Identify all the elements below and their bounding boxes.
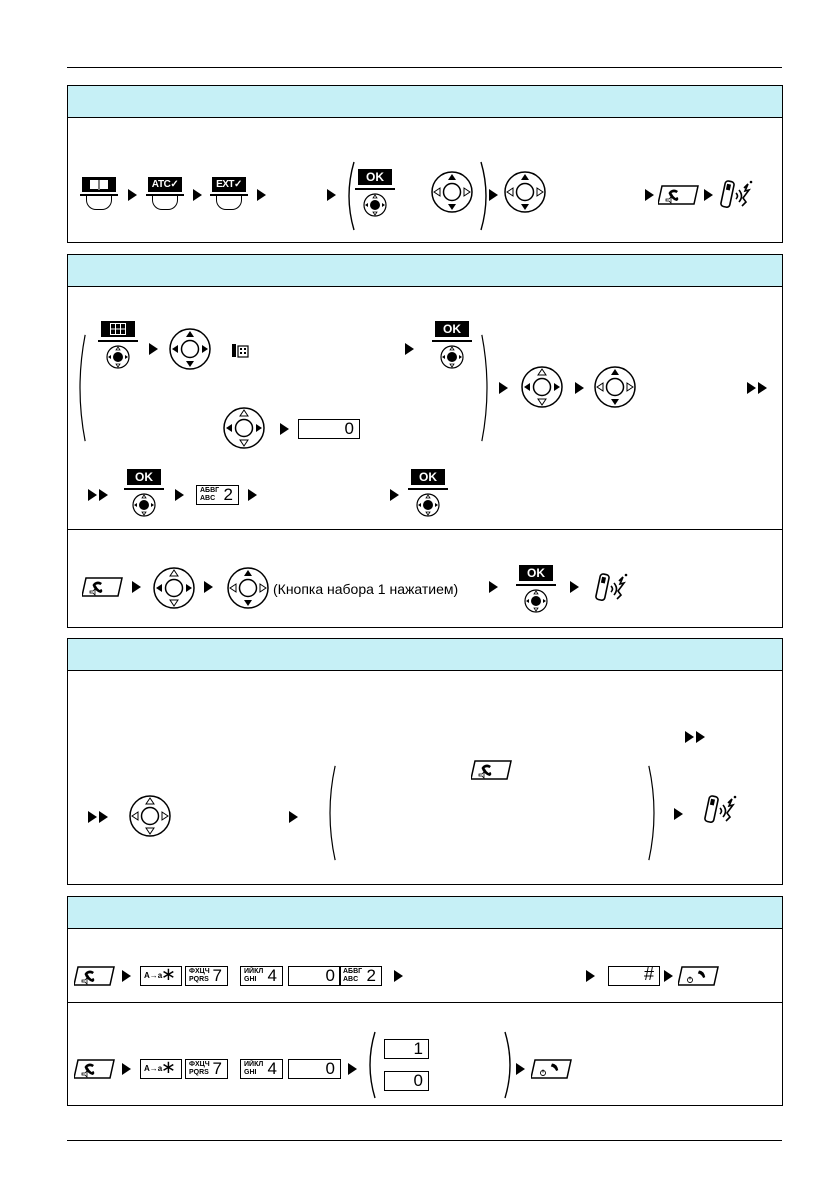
open-paren: [74, 325, 86, 451]
arrow: [122, 970, 131, 982]
key-7-label: 7: [212, 966, 222, 985]
key-7[interactable]: [185, 966, 228, 986]
key-0-label: 0: [413, 1071, 423, 1090]
arrow: [193, 189, 202, 201]
ok-label: OK: [411, 469, 445, 485]
pbx-book-label: АТС: [151, 179, 171, 190]
double-arrow: [685, 731, 694, 743]
key-0-label: 0: [325, 966, 335, 985]
key-7[interactable]: [185, 1059, 228, 1079]
key-2[interactable]: [196, 485, 239, 505]
key-4-label: 4: [267, 1059, 277, 1078]
talk-key-icon[interactable]: [82, 577, 123, 598]
key-1[interactable]: [384, 1039, 429, 1059]
key-0[interactable]: [298, 419, 360, 439]
double-arrow: [747, 382, 756, 394]
key-0[interactable]: [288, 1059, 341, 1079]
one-touch-dial-label: (Кнопка набора 1 нажатием): [273, 581, 459, 597]
double-arrow: [758, 382, 767, 394]
close-paren: [648, 757, 660, 869]
joystick-icon: [105, 343, 131, 371]
arrow: [257, 189, 266, 201]
ok-key[interactable]: [516, 565, 556, 615]
arrow: [499, 382, 508, 394]
ok-label: OK: [435, 321, 469, 337]
panel-header: [68, 897, 782, 929]
key-7-letters-ru: ФХЦЧ: [189, 1061, 210, 1068]
key-7-letters-en: PQRS: [189, 1069, 209, 1076]
joystick-icon: [415, 491, 441, 519]
navigator-updown-icon[interactable]: [226, 566, 270, 610]
panel-header: [68, 86, 782, 118]
arrow: [575, 382, 584, 394]
open-paren: [324, 757, 336, 869]
key-4[interactable]: [240, 1059, 283, 1079]
arrow: [394, 970, 403, 982]
key-4[interactable]: [240, 966, 283, 986]
ok-label: OK: [127, 469, 161, 485]
key-0[interactable]: [288, 966, 341, 986]
panel-one-touch: [67, 254, 783, 628]
arrow: [570, 581, 579, 593]
key-star-label: ∗: [160, 1057, 176, 1077]
ok-key[interactable]: [355, 169, 395, 219]
key-2-letters-ru: АБВГ: [343, 968, 363, 975]
arrow: [516, 1063, 525, 1075]
navigator-leftright-icon[interactable]: [520, 365, 564, 409]
handset-speaking-icon: [595, 571, 631, 605]
key-2-letters-ru: АБВГ: [200, 487, 220, 494]
key-2-letters-en: ABC: [343, 976, 359, 983]
key-4-letters-en: GHI: [244, 976, 257, 983]
key-7-letters-en: PQRS: [189, 976, 209, 983]
panel-feature-codes: [67, 896, 783, 1106]
arrow: [405, 343, 414, 355]
close-paren: [481, 325, 493, 451]
ok-label: OK: [358, 169, 392, 185]
arrow: [128, 189, 137, 201]
navigator-updown-icon[interactable]: [593, 365, 637, 409]
arrow: [348, 1063, 357, 1075]
navigator-all-icon[interactable]: [168, 327, 212, 371]
navigator-leftright-icon[interactable]: [222, 406, 266, 450]
end-key-icon[interactable]: [531, 1059, 572, 1080]
settings-phone-icon: [231, 343, 249, 359]
key-0-label: 0: [325, 1059, 335, 1078]
talk-key-icon[interactable]: [74, 966, 115, 987]
pbx-phonebook-softkey[interactable]: АТС✓: [146, 175, 184, 211]
arrow: [122, 1063, 131, 1075]
key-2-letters-en: ABC: [200, 495, 216, 502]
arrow: [204, 581, 213, 593]
key-7-label: 7: [212, 1059, 222, 1078]
arrow: [674, 808, 683, 820]
end-key-icon[interactable]: [678, 966, 719, 987]
bottom-rule: [67, 1140, 782, 1141]
handset-speaking-icon: [720, 178, 756, 212]
joystick-icon: [362, 191, 388, 219]
key-4-letters-ru: ИЙКЛ: [244, 968, 264, 975]
key-4-label: 4: [267, 966, 277, 985]
key-4-letters-ru: ИЙКЛ: [244, 1061, 264, 1068]
panel-header: [68, 255, 782, 287]
double-arrow: [696, 731, 705, 743]
menu-key[interactable]: [98, 321, 138, 371]
ok-key[interactable]: [408, 469, 448, 519]
key-star-letters: A→a: [144, 1064, 163, 1073]
talk-key-icon[interactable]: [471, 760, 512, 781]
joystick-icon: [523, 587, 549, 615]
ext-book-label: EXT: [216, 179, 235, 190]
double-arrow: [99, 489, 108, 501]
arrow: [489, 189, 498, 201]
panel-answer: [67, 638, 783, 885]
phonebook-softkey[interactable]: [80, 175, 118, 211]
section-divider: [68, 1002, 782, 1003]
arrow: [704, 189, 713, 201]
close-paren: [504, 1031, 516, 1099]
open-paren: [364, 1031, 376, 1099]
navigator-leftright-icon[interactable]: [152, 566, 196, 610]
top-rule: [67, 67, 782, 68]
ok-label: OK: [519, 565, 553, 581]
panel-header: [68, 639, 782, 671]
arrow: [149, 343, 158, 355]
ok-key[interactable]: [432, 321, 472, 371]
joystick-icon: [439, 343, 465, 371]
key-hash-label: #: [643, 964, 654, 984]
key-2[interactable]: [339, 966, 382, 986]
navigator-updown-icon[interactable]: [503, 170, 547, 214]
key-star-letters: A→a: [144, 971, 163, 980]
talk-key-icon[interactable]: [658, 185, 699, 206]
arrow: [390, 489, 399, 501]
key-4-letters-en: GHI: [244, 1069, 257, 1076]
book-icon: [82, 177, 116, 192]
key-7-letters-ru: ФХЦЧ: [189, 968, 210, 975]
ok-key[interactable]: [124, 469, 164, 519]
key-2-label: 2: [223, 485, 233, 504]
arrow: [132, 581, 141, 593]
key-star-label: ∗: [160, 964, 176, 984]
arrow: [327, 189, 336, 201]
open-paren: [343, 161, 355, 231]
key-0[interactable]: [384, 1071, 429, 1091]
arrow: [489, 581, 498, 593]
arrow: [280, 423, 289, 435]
key-star[interactable]: [140, 1059, 182, 1079]
key-2-label: 2: [366, 966, 376, 985]
key-0-label: 0: [344, 419, 354, 438]
arrow: [645, 189, 654, 201]
handset-speaking-icon: [704, 793, 740, 827]
navigator-updown-icon[interactable]: [430, 170, 474, 214]
section-divider: [68, 529, 782, 530]
arrow: [289, 811, 298, 823]
arrow: [586, 970, 595, 982]
double-arrow: [88, 811, 97, 823]
arrow: [248, 489, 257, 501]
arrow: [175, 489, 184, 501]
talk-key-icon[interactable]: [74, 1059, 115, 1080]
menu-grid-icon: [101, 321, 135, 337]
double-arrow: [99, 811, 108, 823]
ext-phonebook-softkey[interactable]: EXT✓: [210, 175, 248, 211]
arrow: [664, 970, 673, 982]
key-star[interactable]: [140, 966, 182, 986]
joystick-icon: [131, 491, 157, 519]
panel-phonebook: [67, 85, 783, 243]
key-hash[interactable]: [608, 966, 660, 986]
key-1-label: 1: [413, 1039, 423, 1058]
navigator-icon[interactable]: [128, 794, 172, 838]
double-arrow: [88, 489, 97, 501]
